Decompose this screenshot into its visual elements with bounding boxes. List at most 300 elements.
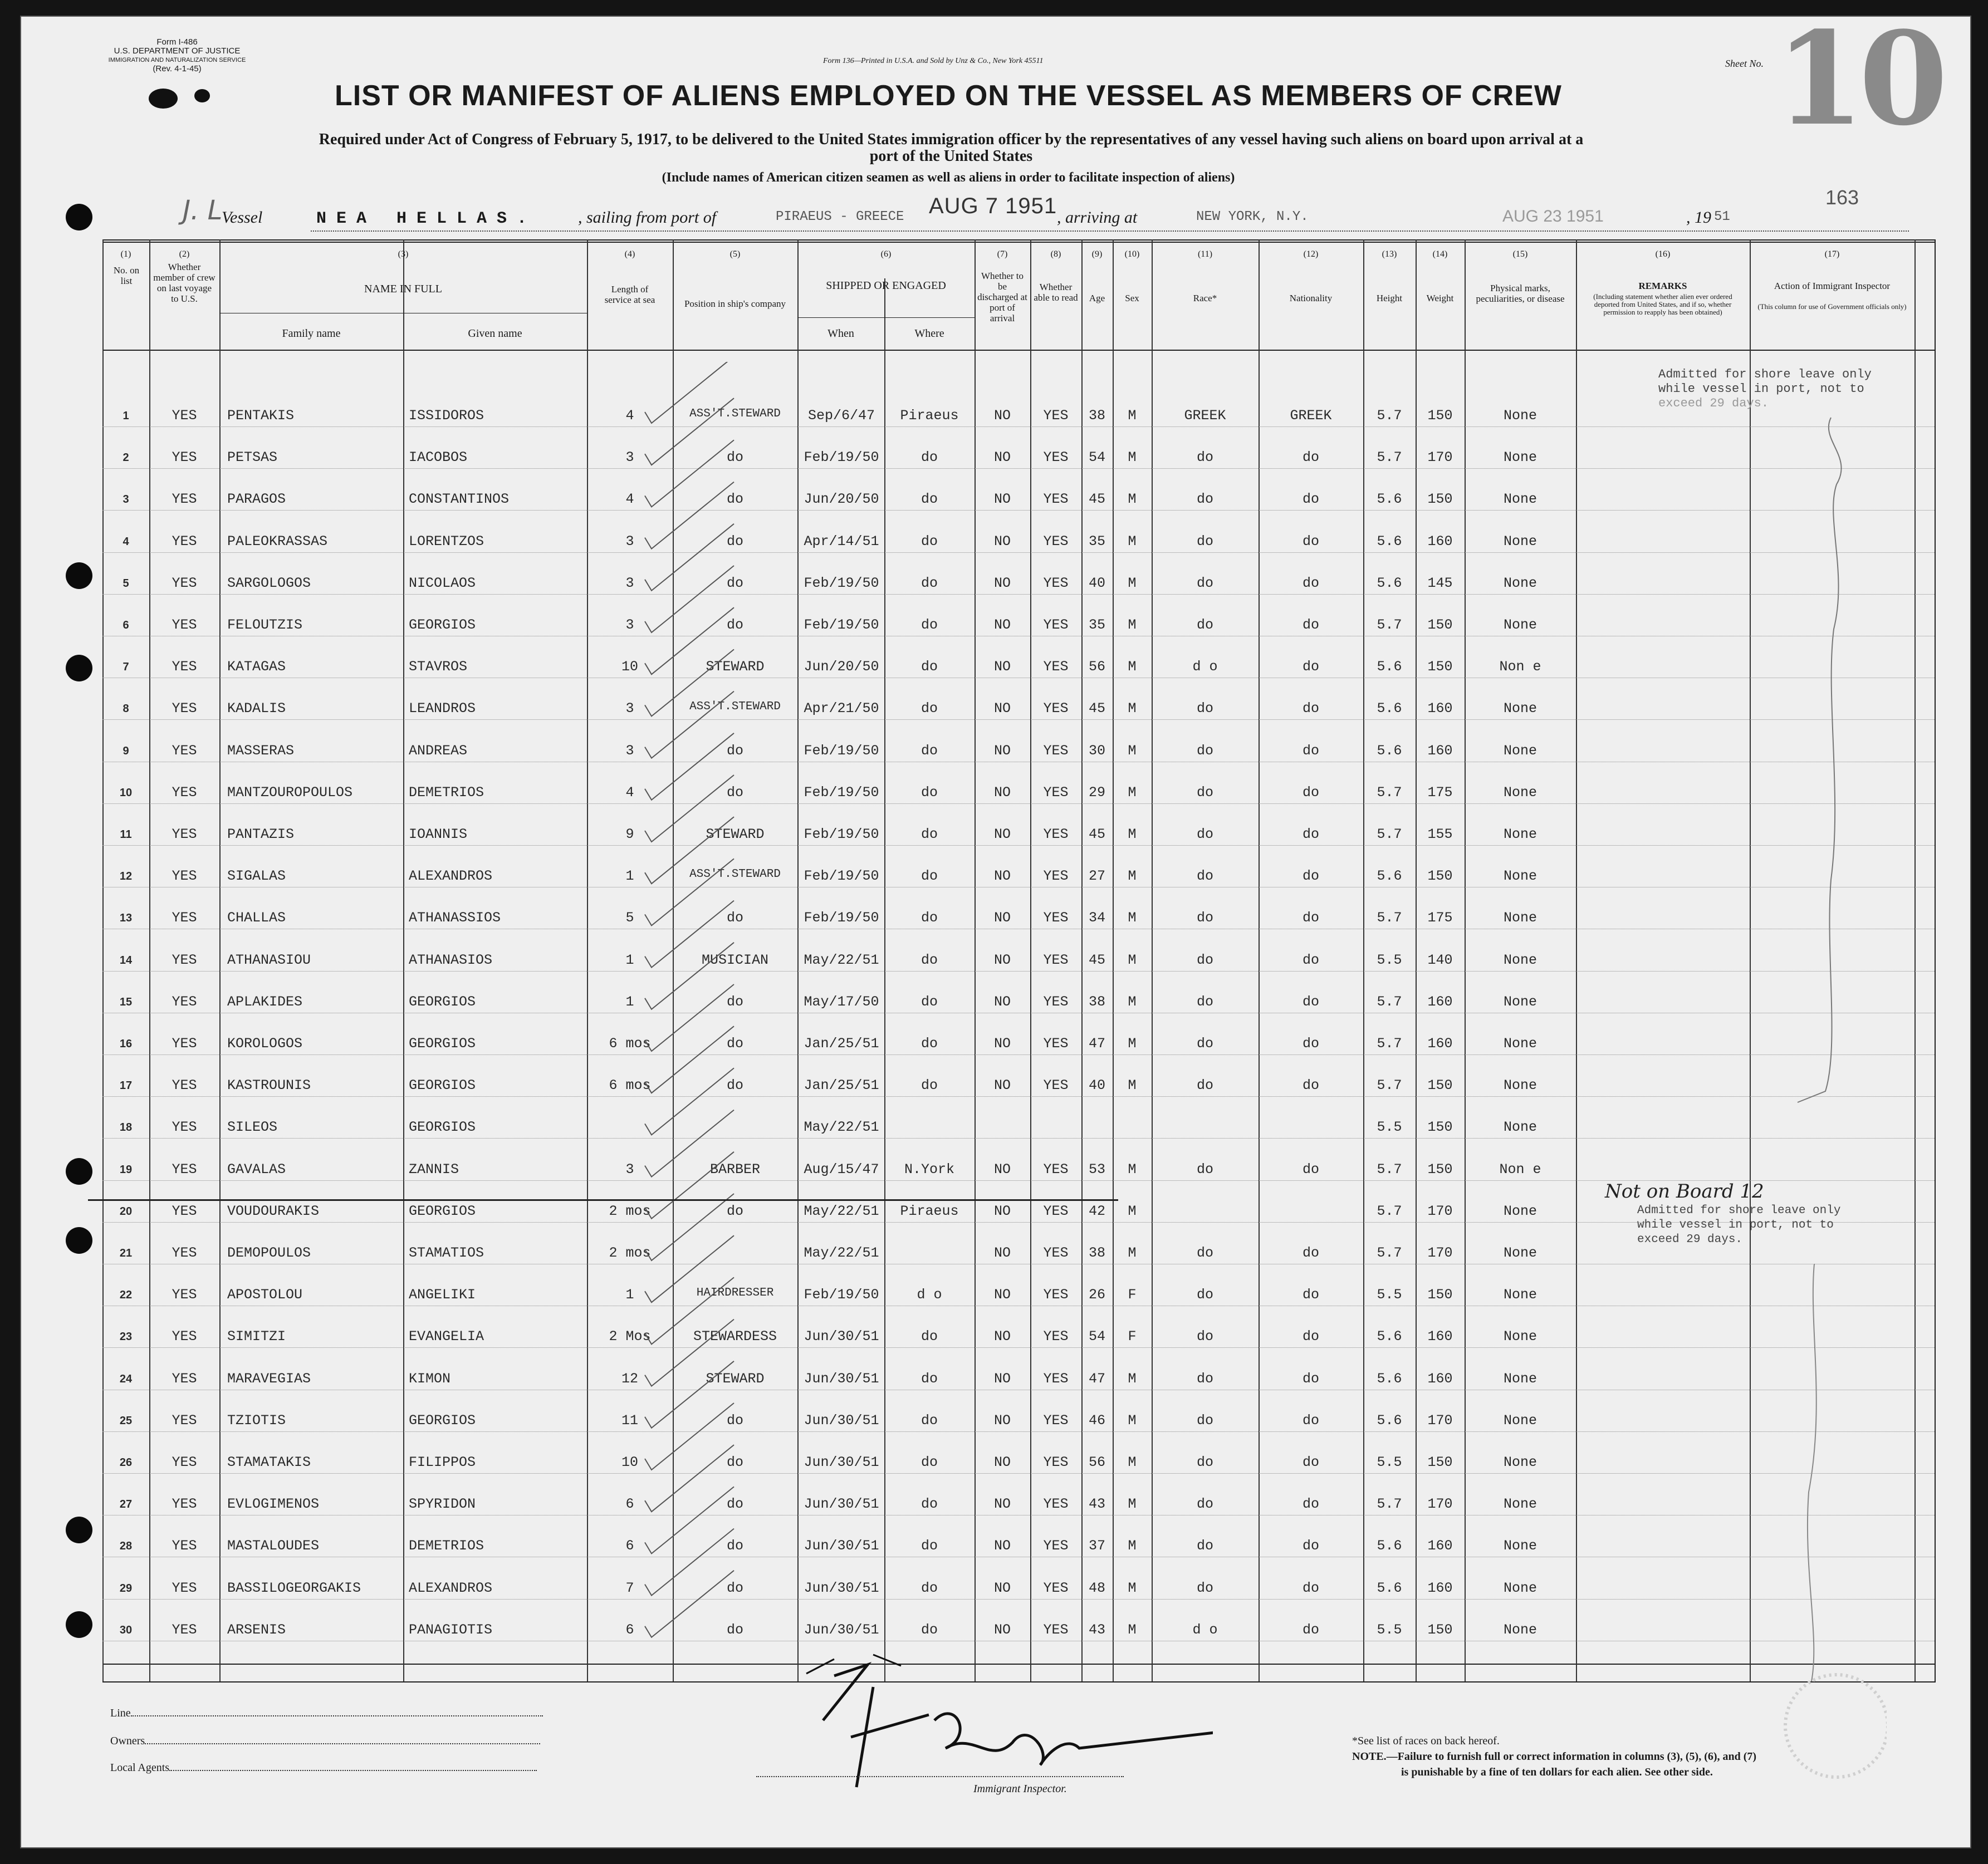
check-mark-icon xyxy=(645,566,734,632)
shipped-when: Jan/25/51 xyxy=(804,1036,879,1052)
age: 47 xyxy=(1088,1036,1105,1052)
age: 45 xyxy=(1088,491,1105,508)
race: do xyxy=(1196,910,1213,926)
age: 46 xyxy=(1088,1412,1105,1429)
shipped-when: Jun/30/51 xyxy=(804,1496,879,1513)
crew-last-voyage: YES xyxy=(172,533,197,550)
row-number: 1 xyxy=(123,410,129,422)
age: 45 xyxy=(1088,700,1105,717)
shipped-where: do xyxy=(920,533,938,550)
race: do xyxy=(1196,491,1213,508)
arrival-stamp: AUG 23 1951 xyxy=(1502,207,1604,225)
service-length: 1 xyxy=(625,1287,634,1303)
race: do xyxy=(1196,951,1213,968)
given-name: GEORGIOS xyxy=(409,1077,476,1094)
age: 35 xyxy=(1088,533,1105,550)
service-length: 6 mos xyxy=(609,1077,651,1094)
table-top-rule xyxy=(102,242,1935,243)
check-mark-icon xyxy=(645,1152,734,1219)
given-name: KIMON xyxy=(409,1370,451,1387)
service-length: 3 xyxy=(625,742,634,759)
age: 27 xyxy=(1088,868,1105,885)
shipped-where: do xyxy=(920,700,938,717)
age: 56 xyxy=(1088,1454,1105,1470)
sex: M xyxy=(1128,491,1137,508)
service-length: 3 xyxy=(625,617,634,633)
sex: M xyxy=(1128,1412,1137,1429)
height: 5.7 xyxy=(1377,617,1402,633)
sex: F xyxy=(1128,1287,1137,1303)
given-name: SPYRIDON xyxy=(409,1496,476,1513)
row-number: 13 xyxy=(119,912,133,925)
discharge-flag: NO xyxy=(993,449,1011,466)
col-17-header: Action of Immigrant Inspector xyxy=(1774,281,1891,291)
sex: M xyxy=(1128,575,1137,591)
shipped-where: do xyxy=(920,826,938,842)
check-mark-icon xyxy=(645,733,734,800)
row-number: 7 xyxy=(123,661,129,674)
col-3-number: (3) xyxy=(398,249,409,259)
nationality: do xyxy=(1302,1036,1319,1052)
height: 5.6 xyxy=(1377,868,1402,885)
discharge-flag: NO xyxy=(993,491,1011,508)
col-7-number: (7) xyxy=(997,249,1008,259)
shipped-when: May/22/51 xyxy=(804,951,879,968)
sex: M xyxy=(1128,951,1137,968)
race: do xyxy=(1196,1580,1213,1596)
nationality: do xyxy=(1302,951,1319,968)
service-length: 1 xyxy=(625,868,634,885)
agents-label xyxy=(110,1762,537,1774)
can-read: YES xyxy=(1043,1621,1069,1638)
note-label: NOTE. xyxy=(1352,1750,1387,1763)
col-3-header: NAME IN FULL xyxy=(364,283,442,295)
check-mark-icon xyxy=(645,1319,734,1386)
col-9-header: Age xyxy=(1089,293,1105,303)
height: 5.6 xyxy=(1377,1580,1402,1596)
physical-marks: None xyxy=(1503,617,1537,633)
row-rule xyxy=(102,426,1935,427)
service-length: 2 mos xyxy=(609,1245,651,1261)
weight: 170 xyxy=(1427,1245,1453,1261)
col-14-number: (14) xyxy=(1432,249,1448,259)
weight: 170 xyxy=(1427,1412,1453,1429)
height: 5.6 xyxy=(1377,700,1402,717)
sex: M xyxy=(1128,910,1137,926)
physical-marks: Non e xyxy=(1499,659,1541,675)
handwritten-initial: J. L xyxy=(183,195,223,226)
row-rule xyxy=(102,468,1935,469)
service-length: 4 xyxy=(625,784,634,801)
race: do xyxy=(1196,533,1213,550)
height: 5.7 xyxy=(1377,993,1402,1010)
check-mark-icon xyxy=(645,524,734,591)
row-number: 12 xyxy=(119,870,133,883)
can-read: YES xyxy=(1043,617,1069,633)
height: 5.7 xyxy=(1377,784,1402,801)
vessel-name: N E A H E L L A S . xyxy=(316,209,527,228)
shipped-when: Jun/30/51 xyxy=(804,1328,879,1345)
row-number: 4 xyxy=(123,535,129,548)
shipped-where: do xyxy=(920,784,938,801)
weight: 150 xyxy=(1427,1119,1453,1136)
row-number: 17 xyxy=(119,1080,133,1092)
punch-hole xyxy=(66,655,92,681)
shipped-when: Feb/19/50 xyxy=(804,826,879,842)
nationality: do xyxy=(1302,575,1319,591)
sex: M xyxy=(1128,1036,1137,1052)
nationality: do xyxy=(1302,700,1319,717)
subtitle-note: (Include names of American citizen seamen as well as aliens in order to facilitate inspection of aliens) xyxy=(662,170,1235,185)
race: do xyxy=(1196,993,1213,1010)
height: 5.7 xyxy=(1377,910,1402,926)
height: 5.7 xyxy=(1377,449,1402,466)
check-mark-icon xyxy=(645,607,734,674)
crew-last-voyage: YES xyxy=(172,784,197,801)
age: 54 xyxy=(1088,1328,1105,1345)
arriving-label: , arriving at xyxy=(1057,208,1138,227)
crew-last-voyage: YES xyxy=(172,951,197,968)
can-read: YES xyxy=(1043,659,1069,675)
weight: 160 xyxy=(1427,700,1453,717)
physical-marks: None xyxy=(1503,1036,1537,1052)
check-mark-icon xyxy=(645,775,734,842)
row-number: 30 xyxy=(119,1623,133,1636)
row-number: 16 xyxy=(119,1038,133,1050)
form-number: Form I-486 xyxy=(156,37,198,47)
col-4-number: (4) xyxy=(624,249,635,259)
family-name: KOROLOGOS xyxy=(227,1036,303,1052)
shipped-where: do xyxy=(920,1412,938,1429)
race: do xyxy=(1196,1287,1213,1303)
crew-last-voyage: YES xyxy=(172,1119,197,1136)
weight: 175 xyxy=(1427,784,1453,801)
row-number: 14 xyxy=(119,954,133,967)
discharge-flag: NO xyxy=(993,1496,1011,1513)
discharge-flag: NO xyxy=(993,1454,1011,1470)
crew-last-voyage: YES xyxy=(172,1454,197,1470)
service-length: 7 xyxy=(625,1580,634,1596)
physical-marks: None xyxy=(1503,1621,1537,1638)
row-rule xyxy=(102,845,1935,846)
can-read: YES xyxy=(1043,449,1069,466)
crew-last-voyage: YES xyxy=(172,742,197,759)
shipped-where: do xyxy=(920,575,938,591)
family-name: SIGALAS xyxy=(227,868,286,885)
col-rule xyxy=(1750,239,1751,1681)
given-name: GEORGIOS xyxy=(409,1203,476,1219)
age: 34 xyxy=(1088,910,1105,926)
check-mark-icon xyxy=(645,649,734,716)
physical-marks: None xyxy=(1503,742,1537,759)
race: d o xyxy=(1192,659,1218,675)
can-read: YES xyxy=(1043,742,1069,759)
sex: M xyxy=(1128,1538,1137,1554)
service-name: IMMIGRATION AND NATURALIZATION SERVICE xyxy=(108,57,246,63)
weight: 175 xyxy=(1427,910,1453,926)
year-label: , 19 xyxy=(1686,208,1711,227)
height: 5.7 xyxy=(1377,1203,1402,1219)
row-number: 25 xyxy=(119,1414,133,1427)
family-name: STAMATAKIS xyxy=(227,1454,311,1470)
height: 5.6 xyxy=(1377,1412,1402,1429)
nationality: do xyxy=(1302,1412,1319,1429)
sex: M xyxy=(1128,1580,1137,1596)
shipped-where: do xyxy=(920,1454,938,1470)
height: 5.7 xyxy=(1377,1161,1402,1178)
shipped-where: do xyxy=(920,449,938,466)
height: 5.5 xyxy=(1377,951,1402,968)
physical-marks: None xyxy=(1503,533,1537,550)
race: do xyxy=(1196,700,1213,717)
remark-line: while vessel in port, not to xyxy=(1637,1219,1834,1232)
weight: 150 xyxy=(1427,408,1453,424)
pencil-check-marks xyxy=(623,362,790,1698)
shipped-when: Aug/15/47 xyxy=(804,1161,879,1178)
discharge-flag: NO xyxy=(993,868,1011,885)
service-length: 5 xyxy=(625,910,634,926)
height: 5.7 xyxy=(1377,1036,1402,1052)
position: MUSICIAN xyxy=(701,951,769,968)
weight: 160 xyxy=(1427,1370,1453,1387)
shipped-where: Piraeus xyxy=(900,408,959,424)
can-read: YES xyxy=(1043,1161,1069,1178)
age: 38 xyxy=(1088,1245,1105,1261)
col-15-number: (15) xyxy=(1512,249,1528,259)
family-name: ARSENIS xyxy=(227,1621,286,1638)
physical-marks: None xyxy=(1503,1580,1537,1596)
nationality: do xyxy=(1302,449,1319,466)
height: 5.7 xyxy=(1377,1496,1402,1513)
race: do xyxy=(1196,742,1213,759)
age: 40 xyxy=(1088,575,1105,591)
row-rule xyxy=(102,1138,1935,1139)
crew-last-voyage: YES xyxy=(172,1412,197,1429)
row-rule xyxy=(102,971,1935,972)
sex: M xyxy=(1128,659,1137,675)
check-mark-icon xyxy=(645,1194,734,1260)
position: STEWARD xyxy=(706,659,765,675)
owners-label-text: Owners xyxy=(110,1735,145,1747)
shipped-where: do xyxy=(920,491,938,508)
row-number: 22 xyxy=(119,1289,133,1302)
position: do xyxy=(726,1580,743,1596)
height: 5.5 xyxy=(1377,1621,1402,1638)
race: do xyxy=(1196,575,1213,591)
physical-marks: None xyxy=(1503,868,1537,885)
can-read: YES xyxy=(1043,910,1069,926)
row-number: 3 xyxy=(123,493,129,506)
given-name: FILIPPOS xyxy=(409,1454,476,1470)
race: do xyxy=(1196,617,1213,633)
subtitle xyxy=(155,131,1747,165)
col-16-header: REMARKS xyxy=(1638,281,1687,291)
crew-last-voyage: YES xyxy=(172,868,197,885)
col-9-number: (9) xyxy=(1091,249,1103,259)
shipped-where: do xyxy=(920,910,938,926)
manifest-sheet xyxy=(20,16,1971,1848)
position: STEWARDESS xyxy=(693,1328,777,1345)
height: 5.6 xyxy=(1377,742,1402,759)
position: do xyxy=(726,1538,743,1554)
nationality: do xyxy=(1302,742,1319,759)
sex: M xyxy=(1128,993,1137,1010)
weight: 160 xyxy=(1427,1538,1453,1554)
handwritten-not-on-board: Not on Board 12 xyxy=(1605,1180,1764,1203)
age: 56 xyxy=(1088,659,1105,675)
nationality: do xyxy=(1302,1580,1319,1596)
shipped-where: N.York xyxy=(904,1161,954,1178)
given-name: EVANGELIA xyxy=(409,1328,484,1345)
age: 54 xyxy=(1088,449,1105,466)
position: do xyxy=(726,1203,743,1219)
age: 45 xyxy=(1088,951,1105,968)
crew-last-voyage: YES xyxy=(172,617,197,633)
position: ASS'T.STEWARD xyxy=(689,868,781,881)
check-mark-icon xyxy=(645,984,734,1051)
row-number: 24 xyxy=(119,1372,133,1385)
remark-line: Admitted for shore leave only xyxy=(1637,1204,1841,1217)
owners-field xyxy=(145,1743,540,1744)
sex: M xyxy=(1128,533,1137,550)
row-rule xyxy=(102,594,1935,595)
sex: F xyxy=(1128,1328,1137,1345)
col-6-header: SHIPPED OR ENGAGED xyxy=(826,279,946,292)
weight: 160 xyxy=(1427,1036,1453,1052)
physical-marks: None xyxy=(1503,826,1537,842)
where-header: Where xyxy=(914,327,944,340)
header-bottom-rule xyxy=(102,350,1935,351)
sex: M xyxy=(1128,1203,1137,1219)
col-rule xyxy=(1576,239,1577,1681)
row-number: 26 xyxy=(119,1456,133,1469)
service-length: 4 xyxy=(625,491,634,508)
age: 53 xyxy=(1088,1161,1105,1178)
line-label xyxy=(110,1707,543,1720)
discharge-flag: NO xyxy=(993,1370,1011,1387)
inspector-label: Immigrant Inspector. xyxy=(973,1783,1067,1795)
col-7-header: Whether to be discharged at port of arrival xyxy=(977,271,1027,323)
service-length: 6 mos xyxy=(609,1036,651,1052)
shipped-where: do xyxy=(920,1621,938,1638)
when-header: When xyxy=(827,327,854,340)
weight: 170 xyxy=(1427,1496,1453,1513)
col-2-header: Whether member of crew on last voyage to U.S. xyxy=(153,262,216,304)
sex: M xyxy=(1128,1454,1137,1470)
col-11-number: (11) xyxy=(1197,249,1213,259)
punch-hole xyxy=(66,562,92,589)
col-17-subheader: (This column for use of Government officials only) xyxy=(1757,302,1907,311)
year-value: 51 xyxy=(1714,209,1730,224)
position: do xyxy=(726,1621,743,1638)
col-1-number: (1) xyxy=(120,249,131,259)
crew-last-voyage: YES xyxy=(172,1245,197,1261)
row-rule xyxy=(102,552,1935,553)
given-name: NICOLAOS xyxy=(409,575,476,591)
shipped-when: Jun/30/51 xyxy=(804,1370,879,1387)
shipped-where: do xyxy=(920,1496,938,1513)
crew-last-voyage: YES xyxy=(172,1328,197,1345)
discharge-flag: NO xyxy=(993,700,1011,717)
weight: 150 xyxy=(1427,617,1453,633)
can-read: YES xyxy=(1043,1496,1069,1513)
age: 26 xyxy=(1088,1287,1105,1303)
service-length: 1 xyxy=(625,993,634,1010)
shipped-where: do xyxy=(920,659,938,675)
race: do xyxy=(1196,449,1213,466)
nationality: do xyxy=(1302,1370,1319,1387)
check-mark-icon xyxy=(645,1235,734,1302)
discharge-flag: NO xyxy=(993,1036,1011,1052)
can-read: YES xyxy=(1043,1036,1069,1052)
discharge-flag: NO xyxy=(993,784,1011,801)
departure-port: PIRAEUS - GREECE xyxy=(776,209,904,224)
row-number: 15 xyxy=(119,995,133,1008)
can-read: YES xyxy=(1043,408,1069,424)
age: 43 xyxy=(1088,1621,1105,1638)
age: 38 xyxy=(1088,408,1105,424)
department: U.S. DEPARTMENT OF JUSTICE xyxy=(114,46,241,56)
physical-marks: None xyxy=(1503,1245,1537,1261)
col-5-header: Position in ship's company xyxy=(684,298,786,309)
physical-marks: None xyxy=(1503,993,1537,1010)
check-mark-icon xyxy=(645,1571,734,1637)
remarks-row-1 xyxy=(1658,367,1872,411)
discharge-flag: NO xyxy=(993,1412,1011,1429)
service-length: 3 xyxy=(625,533,634,550)
race: d o xyxy=(1192,1621,1218,1638)
position: do xyxy=(726,1454,743,1470)
discharge-flag: NO xyxy=(993,617,1011,633)
physical-marks: None xyxy=(1503,1538,1537,1554)
race: do xyxy=(1196,1370,1213,1387)
crew-last-voyage: YES xyxy=(172,1580,197,1596)
punch-hole xyxy=(66,1158,92,1185)
sheet-label: Sheet No. xyxy=(1725,58,1764,69)
family-name: KATAGAS xyxy=(227,659,286,675)
col-2-number: (2) xyxy=(179,249,190,259)
check-mark-icon xyxy=(645,901,734,968)
nationality: do xyxy=(1302,868,1319,885)
given-name: GEORGIOS xyxy=(409,1119,476,1136)
row-rule xyxy=(102,510,1935,511)
discharge-flag: NO xyxy=(993,533,1011,550)
nationality: do xyxy=(1302,1077,1319,1094)
page-title: LIST OR MANIFEST OF ALIENS EMPLOYED ON THE VESSEL AS MEMBERS OF CREW xyxy=(335,80,1562,112)
subtitle-line-2: port of the United States xyxy=(869,148,1033,165)
service-length: 2 mos xyxy=(609,1203,651,1219)
discharge-flag: NO xyxy=(993,1621,1011,1638)
row-rule xyxy=(102,1054,1935,1055)
shipped-where: do xyxy=(920,617,938,633)
position: ASS'T.STEWARD xyxy=(689,700,781,714)
shipped-when: Feb/19/50 xyxy=(804,784,879,801)
weight: 170 xyxy=(1427,1203,1453,1219)
age: 47 xyxy=(1088,1370,1105,1387)
family-name: CHALLAS xyxy=(227,910,286,926)
can-read: YES xyxy=(1043,1412,1069,1429)
pencil-bracket-mark xyxy=(1792,1258,1837,1687)
can-read: YES xyxy=(1043,1203,1069,1219)
col-12-number: (12) xyxy=(1303,249,1319,259)
sex: M xyxy=(1128,1370,1137,1387)
physical-marks: None xyxy=(1503,1077,1537,1094)
service-length: 10 xyxy=(621,1454,638,1470)
col-13-number: (13) xyxy=(1382,249,1397,259)
row-number: 6 xyxy=(123,619,129,631)
position: HAIRDRESSER xyxy=(696,1287,774,1300)
crew-last-voyage: YES xyxy=(172,1161,197,1178)
